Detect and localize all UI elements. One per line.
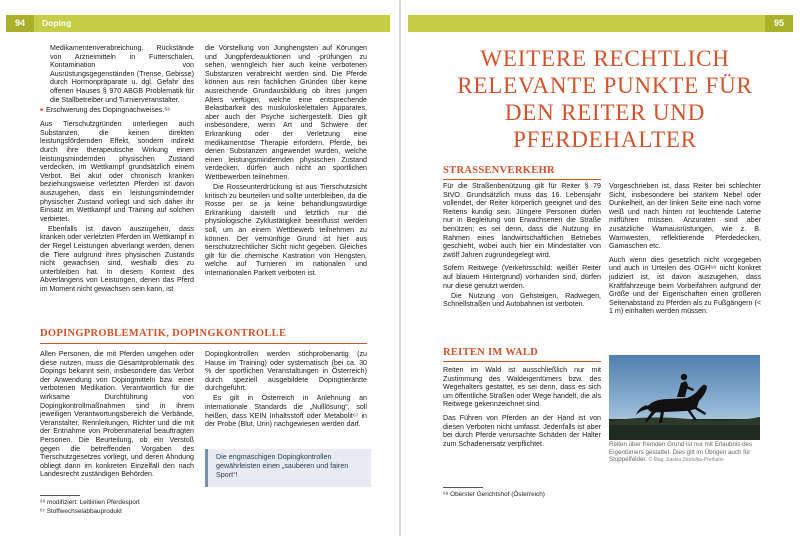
right-col1-bottom — [443, 366, 601, 450]
left-col1-top — [40, 44, 194, 295]
right-page-number: 95 — [765, 15, 793, 32]
left-page-number: 94 — [6, 15, 34, 32]
footnote: ⁶⁸ Oberster Gerichtshof (Österreich) — [443, 491, 545, 498]
right-col2-top — [609, 182, 761, 317]
section-name: Doping — [42, 18, 72, 28]
horse-rider-photo — [609, 355, 760, 440]
paragraph: Die Rosseunterdrückung ist aus Tierschutzsicht kritisch zu beurteilen und sollte unterbleiben, da die Rosse per se ja keine behandlungswürdige Erkrankung darstellt und letztlich nur die physiologische Zyklustätigkeit beeinflusst werden soll, um an einem Wettbewerb teilnehmen zu können. Der vernünftige Grund ist hier aus tierschutzrechtlicher Sicht nicht gegeben. Gleiches gilt für die chemische Kastration von Hengsten, welche auf Turnieren im nationalen und internationalen Parkett verboten ist. — [205, 183, 367, 277]
section-heading-strassenverkehr: STRASSENVERKEHR — [443, 165, 555, 176]
footnote-rule — [40, 495, 80, 496]
paragraph: Für die Straßenbenützung gilt für Reiter § 79 StVO. Grundsätzlich muss das 16. Lebensjahr vollendet, der Reiter körperlich geeignet und des Reitens kundig sein. Jüngere Personen dürfen nur in Begleitung von Erwachsenen die Straße benützen; es sei denn, dass die Nutzung im Rahmen eines landwirtschaftlichen Betriebes geschieht, wobei auch hier ein Mindestalter von zwölf Jahren zugrundegelegt wird. — [443, 182, 601, 259]
paragraph: die Vorstellung von Junghengsten auf Körungen und Jungpferdeauktionen und -prüfungen zu sehen, wenngleich hier auch keine verbotenen Substanzen verabreicht werden sind. Die Pferde können aus rein fachlichen Gründen über keine ausreichende Grundausbildung ob ihres jungen Alters verfügen, welche eine entsprechende Belastbarkeit des muskuloskelettalen Apparates, aber auch der Psyche sichergestellt. Dies gilt insbesondere, wenn Art und Schwere der Erkrankung oder der Verletzung eine medikamentöse Therapie erfordern. Pferde, bei denen Substanzen angewendet wurden, welche einen leistungsmindernden physischen Zustand verdecken, dürfen auch nicht an sportlichen Wettbewerben teilnehmen. — [205, 44, 367, 181]
paragraph: Es gilt in Österreich in Anlehnung an internationale Standards die „Nulllösung“, soll heißen, dass KEIN Inhaltsstoff oder Metabolit⁶⁷ in der Probe (Blut, Urin) nachgewiesen werden darf. — [205, 394, 367, 429]
paragraph: Ebenfalls ist davon auszugehen, dass kranken oder verletzten Pferden im Wettkampf in der Regel Leistungen abverlangt werden, denen die Tiere aufgrund ihres physischen Zustands nicht gewachsen sind, weshalb dies zu unterbleiben hat. In diesem Kontext des Abverlangens von Leistungen, denen das Pferd im Moment nicht gewachsen sein kann, ist — [40, 224, 194, 294]
left-col2-bottom — [205, 350, 367, 430]
footnote: ⁶⁶ modifiziert: Leitlinien Pferdesport — [40, 499, 140, 506]
caption-text: Reiten über fremden Grund ist nur mit Erlaubnis des Eigentümers gestattet. Dies gilt im Übrigen auch für Stoppelfelder. — [609, 441, 753, 464]
paragraph: Allen Personen, die mit Pferden umgehen oder diese nutzen, muss die Gesamtproblematik des Dopings bekannt sein, insbesondere das Verbot der Anwendung von Dopingmitteln bzw. einer verbotenen Medikation. Verantwortlich für die wirksame Durchführung von Dopingkontrollmaßnahmen sind in ihrem jeweiligen Verantwortungsbereich die Verbände, Veranstalter, Rennleitungen, Richter und die mit der Entnahme von Probenmaterial beauftragten Personen. Die Beurteilung, ob ein Verstoß gegen die betreffenden Vorgaben des Tierschutzgesetzes vorliegt, und deren Ahndung obliegt dann im konkreten Einzelfall den nach Landesrecht zuständigen Behörden. — [40, 350, 194, 479]
callout-box: Die engmaschigen Dopingkontrollen gewährleisten einen „sauberen und fairen Sport“! — [205, 449, 371, 487]
paragraph: Die Nutzung von Gehsteigen, Radwegen, Schnellstraßen und Autobahnen ist verboten. — [443, 291, 601, 309]
heading-rule — [443, 179, 601, 180]
photo-caption — [609, 441, 761, 465]
paragraph: Vorgeschrieben ist, dass Reiter bei schlechter Sicht, insbesondere bei starkem Nebel oder Dunkelheit, an der linken Seite eine nach vorne weiß und nach hinten rot leuchtende Laterne mitführen müssen. Anzuraten sind aber zusätzliche Warnausrüstungen, wie z. B. Warnwesten, reflektierende Pferdedecken, Gamaschen etc. — [609, 182, 761, 251]
left-col1-bottom — [40, 350, 194, 480]
paragraph: Aus Tierschutzgründen unterliegen auch Substanzen, die keinen direkten leistungsfördernden Effekt, sondern indirekt durch ihre therapeutische Wirkung einen leistungsmindernden physischen Zustand verdecken, im Wettkampf grundsätzlich einem Verbot. Bei akut oder chronisch kranken beziehungsweise verletzten Pferden ist davon auszugehen, dass ein leistungsmindernder physischer Zustand vorliegt und sich daher ihr Einsatz im Wettkampf und Training auf solchen verbietet. — [40, 120, 194, 223]
horse-rider-silhouette-image — [609, 355, 760, 440]
paragraph: Medikamentenverabreichung, Rückstände von Arzneimitteln in Futterschalen, Kontamination von Ausrüstungsgegenständen (Trense, Gebisse) durch Hormonpräparate u. dgl. Gefahr des offenen Hauses § 970 ABGB Problematik für die Stallbetreiber und Turnierveranstalter. — [50, 44, 194, 104]
paragraph: Reiten im Wald ist ausschließlich nur mit Zustimmung des Waldeigentümers bzw. des Wegehalters gestattet, es sei denn, dass es sich um öffentliche Straßen oder Wege handelt, die als Reitwege gekennzeichnet sind. — [443, 366, 601, 409]
page-title: WEITERE RECHTLICH RELEVANTE PUNKTE FÜR DEN REITER UND PFERDEHALTER — [457, 46, 753, 152]
bullet-text: Erschwerung des Dopingnachweises.⁶⁶ — [46, 105, 171, 114]
right-col1-top — [443, 182, 601, 310]
section-heading-reiten-im-wald: REITEN IM WALD — [443, 347, 539, 358]
footnote-rule — [443, 487, 483, 488]
paragraph: Auch wenn dies gesetzlich nicht vorgegeben und auch in Urteilen des OGH⁶⁸ nicht konkret judiziert ist, ist davon auszugehen, dass Kraftfahrzeuge beim Vorbeifahren aufgrund der Größe und der Eigenschaften einen größeren Seitenabstand zu Pferden als zu Fußgängern (< 1 m) einhalten werden müssen. — [609, 255, 761, 316]
paragraph: Das Führen von Pferden an der Hand ist von diesen Verboten nicht umfasst. Jedenfalls ist aber bei durch Pferde verursachte Schäden der Halter zum Schadenersatz verpflichtet. — [443, 413, 601, 448]
paragraph: Dopingkontrollen werden stichprobenartig (zu Hause im Training) oder systematisch (bei ca. 30 % der sportlichen Veranstaltungen in Österreich) durch speziell ausgebildete Dopingtierärzte durchgeführt. — [205, 350, 367, 393]
paragraph: Sofern Reitwege (Verkehrsschild: weißer Reiter auf blauem Hintergrund) vorhanden sind, dürfen nur diese genutzt werden. — [443, 264, 601, 290]
section-heading-doping: DOPINGPROBLEMATIK, DOPINGKONTROLLE — [40, 328, 287, 339]
left-col2-top — [205, 44, 367, 279]
right-page-header — [408, 15, 793, 32]
bullet-item — [40, 106, 194, 116]
heading-rule — [40, 343, 367, 344]
page-gutter — [399, 0, 401, 536]
heading-rule — [443, 361, 601, 362]
photo-credit: © Mag. Saskia Stodulka-Prethaler — [648, 457, 724, 464]
left-page-header — [6, 15, 390, 32]
footnote: ⁶⁷ Stoffwechselabbauprodukt — [40, 508, 122, 515]
